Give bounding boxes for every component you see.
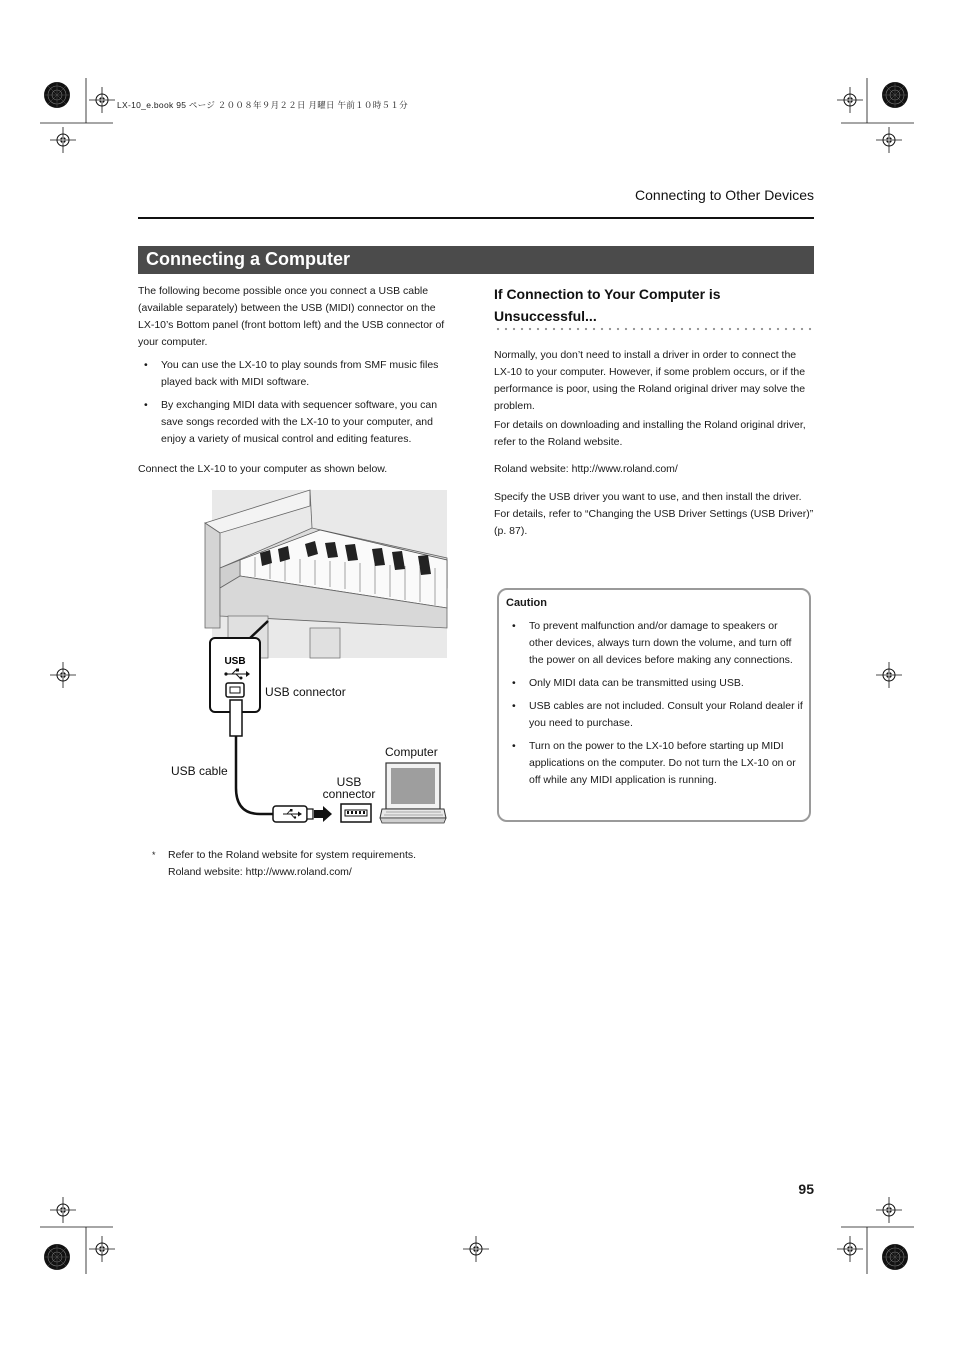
caution-list (506, 618, 804, 795)
computer-usb-connector-label: USB connector (322, 775, 376, 801)
usb-b-port-icon (226, 683, 244, 697)
roland-website-text: Roland website: http://www.roland.com/ (494, 463, 678, 475)
caution-text: USB cables are not included. Consult your Roland dealer if you need to purchase. (529, 700, 803, 729)
bullet-icon: • (144, 399, 148, 411)
section-title: Connecting a Computer (146, 249, 351, 269)
caution-text: Only MIDI data can be transmitted using USB. (529, 677, 744, 689)
connect-instruction: Connect the LX-10 to your computer as shown below. (138, 463, 388, 475)
bullet-icon: • (512, 700, 516, 712)
system-requirements-note (152, 847, 462, 881)
list-item (138, 357, 454, 391)
usb-badge-label: USB (224, 656, 246, 667)
usb-a-port-icon (341, 804, 371, 822)
usb-driver-paragraph: Specify the USB driver you want to use, and then install the driver. For details, refer to “Changing the USB Driver Settings (USB Driver)” (p. 87). (494, 491, 814, 537)
troubleshooting-heading: If Connection to Your Computer is Unsuccessful... (494, 286, 721, 324)
usb-cable-line (236, 736, 273, 814)
bullet-icon: • (512, 740, 516, 752)
usb-b-plug-icon (230, 700, 242, 736)
piano-illustration (205, 490, 447, 658)
usb-connector-label: USB connector (265, 685, 346, 699)
download-paragraph: For details on downloading and installing the Roland original driver, refer to the Roland website. (494, 419, 806, 448)
caution-text: Turn on the power to the LX-10 before starting up MIDI applications on the computer. Do not turn the LX-10 on or off while any MIDI application is running. (529, 740, 796, 786)
intro-paragraph: The following become possible once you connect a USB cable (available separately) between the USB (MIDI) connector on the LX-10’s Bottom panel (front bottom left) and the USB connector of your computer. (138, 285, 445, 348)
caution-text: To prevent malfunction and/or damage to speakers or other devices, always turn down the volume, and turn off the power on all devices before making any connections. (529, 620, 793, 666)
note-marker: * (152, 850, 156, 860)
note-line-2: Roland website: http://www.roland.com/ (168, 866, 352, 878)
print-header: LX-10_e.book 95 ページ ２００８年９月２２日 月曜日 午前１０時５１分 (117, 100, 408, 110)
usb-cable-label: USB cable (171, 764, 228, 778)
header-rule (138, 217, 814, 219)
laptop-icon (380, 763, 446, 823)
note-line-1: Refer to the Roland website for system requirements. (168, 849, 417, 861)
bullet-icon: • (144, 359, 148, 371)
bullet-icon: • (512, 677, 516, 689)
list-item (138, 397, 454, 448)
bullet-text: By exchanging MIDI data with sequencer software, you can save songs recorded with the LX-10 to your computer, and enjoy a variety of musical control and editing features. (161, 399, 438, 445)
bullet-text: You can use the LX-10 to play sounds from SMF music files played back with MIDI software. (161, 359, 439, 388)
bullet-list (138, 357, 454, 454)
running-head: Connecting to Other Devices (635, 187, 814, 203)
list-item (506, 738, 804, 789)
computer-label: Computer (385, 745, 438, 759)
list-item (506, 675, 804, 692)
driver-paragraph: Normally, you don’t need to install a driver in order to connect the LX-10 to your computer. However, if some problem occurs, or if the performance is poor, using the Roland original driver may solve the problem. (494, 349, 806, 412)
list-item (506, 618, 804, 669)
caution-title: Caution (506, 597, 547, 609)
usb-a-plug-icon (273, 806, 313, 822)
page-number: 95 (798, 1181, 814, 1197)
bullet-icon: • (512, 620, 516, 632)
arrow-right-icon (314, 806, 332, 822)
dotted-divider (494, 327, 814, 331)
list-item (506, 698, 804, 732)
